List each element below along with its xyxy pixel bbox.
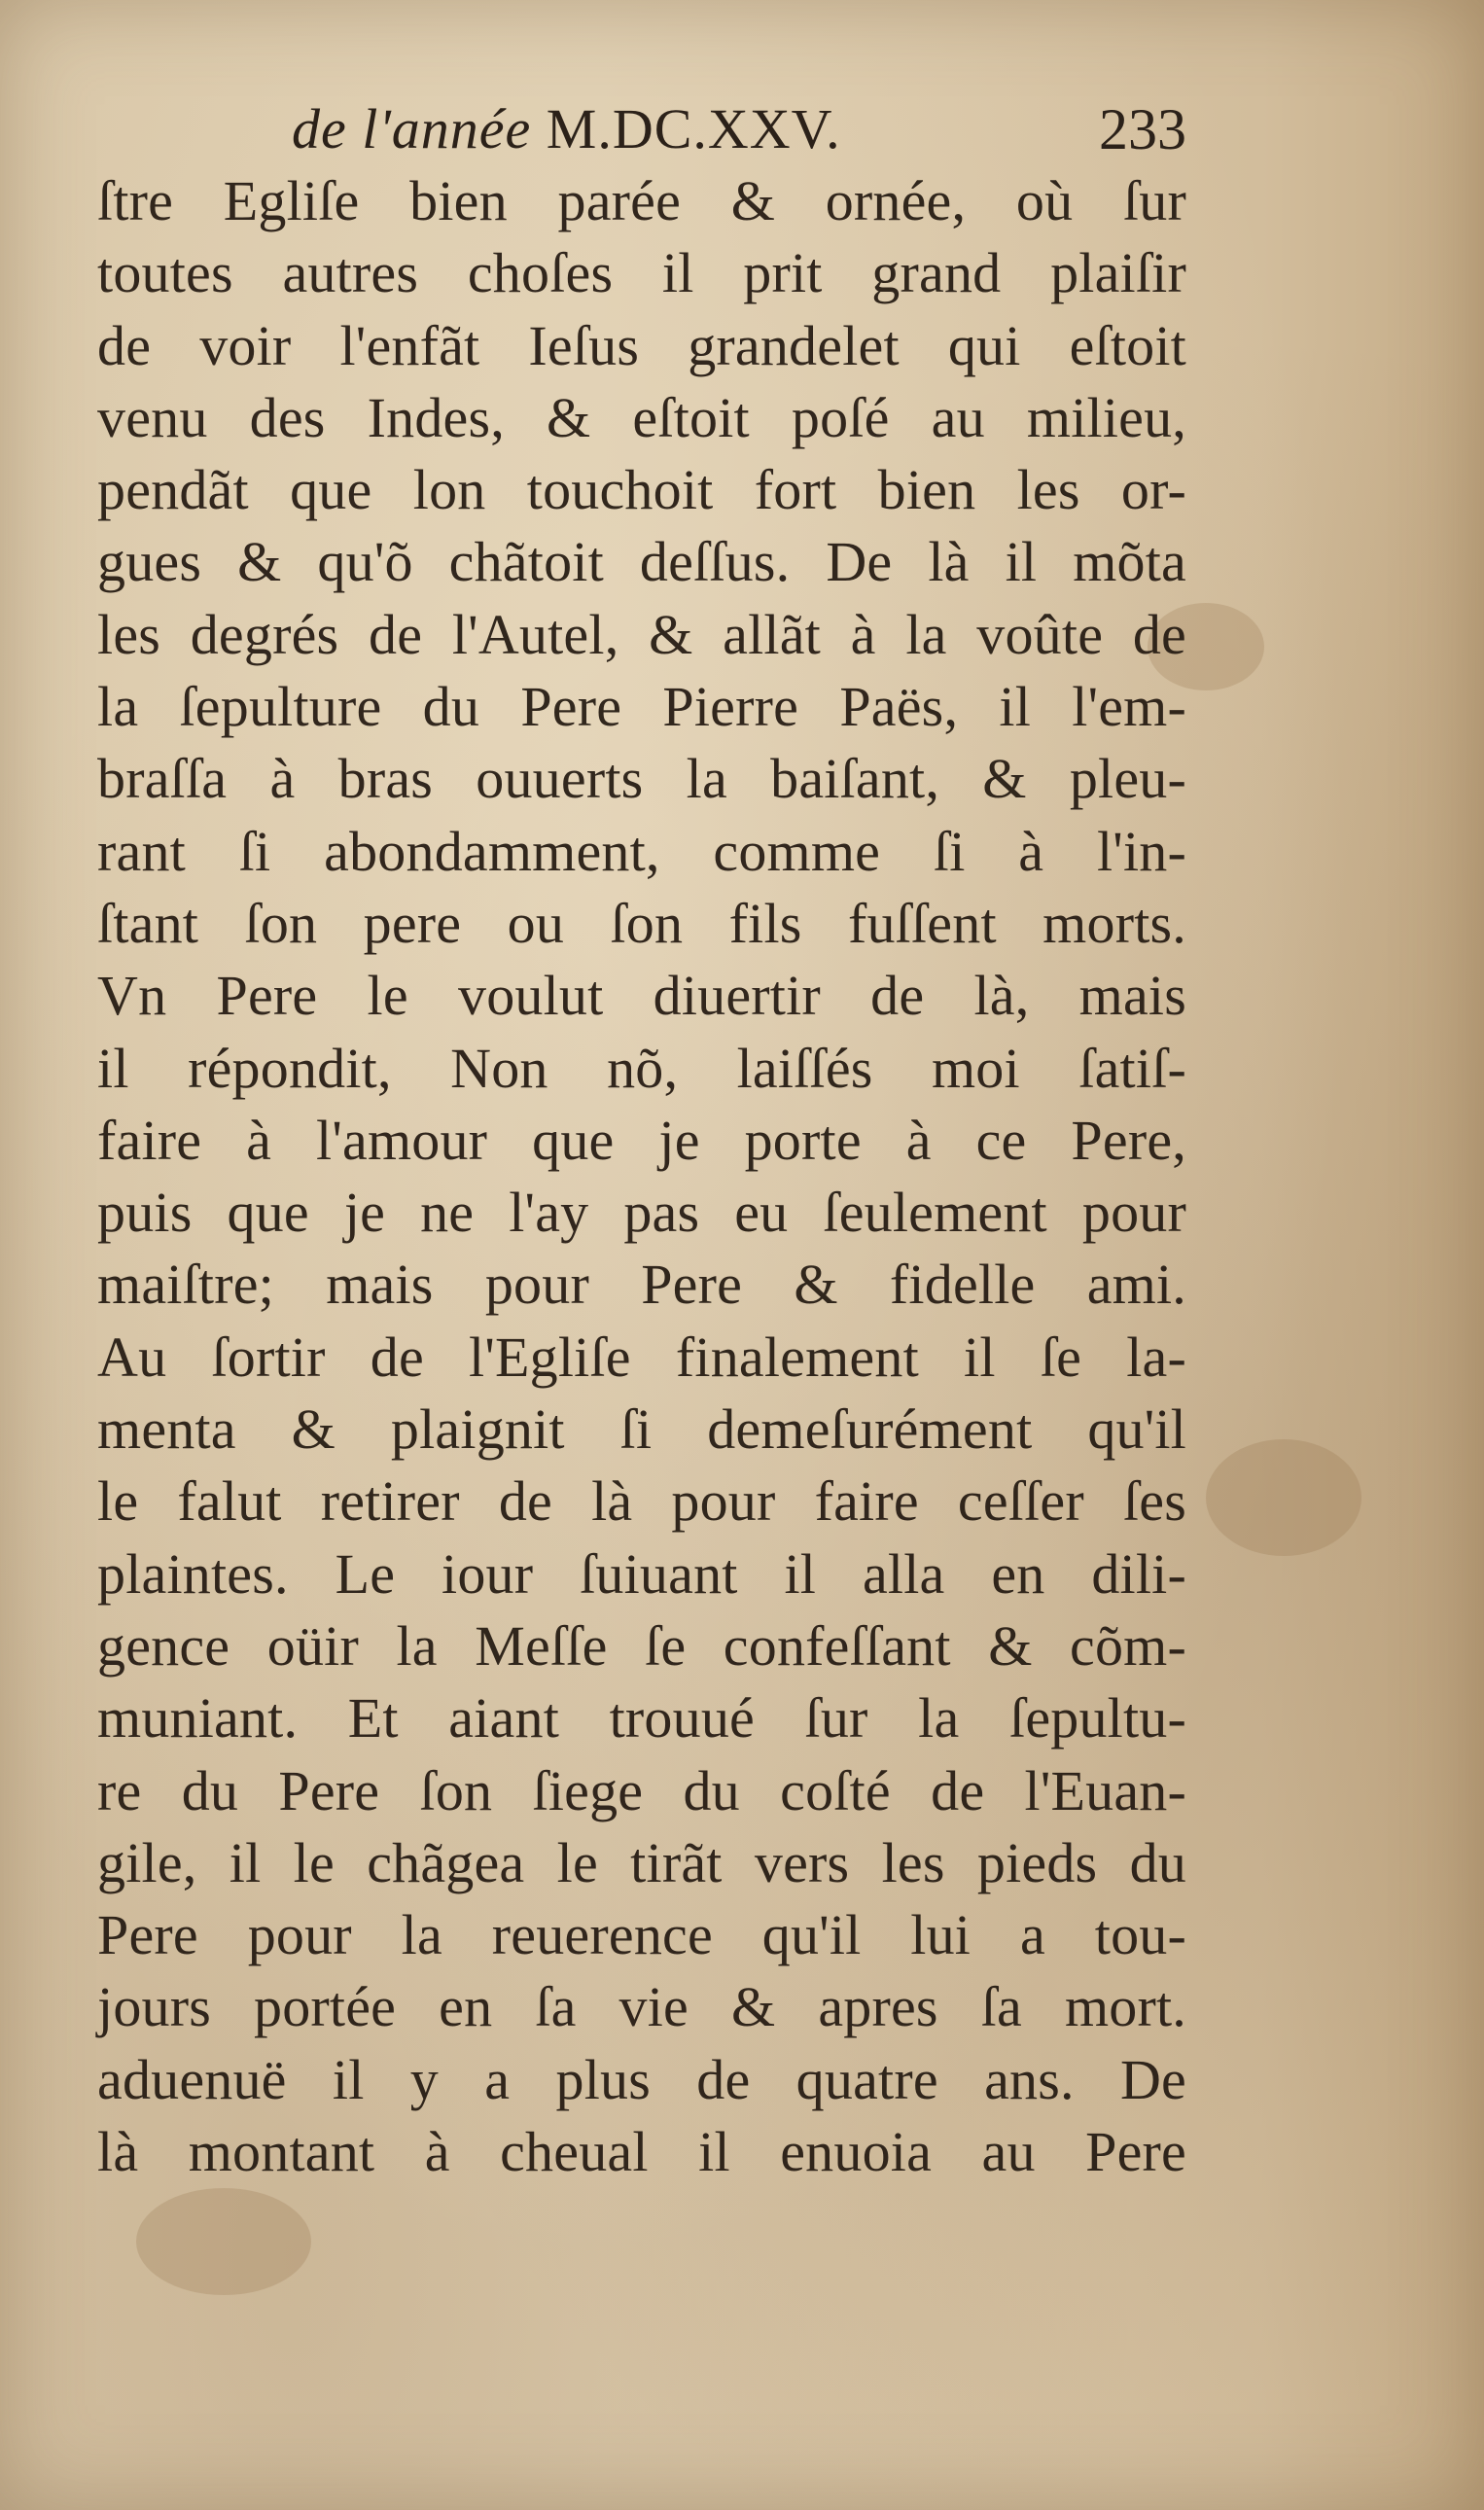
text-line: gues & qu'õ chãtoit deſſus. De là il mõta [97, 530, 1186, 594]
text-line: venu des Indes, & eſtoit poſé au milieu, [97, 385, 1186, 449]
text-line: re du Pere ſon ſiege du coſté de l'Euan- [97, 1758, 1186, 1822]
running-head [292, 86, 841, 173]
text-line: faire à l'amour que je porte à ce Pere, [97, 1108, 1186, 1172]
text-line: maiſtre; mais pour Pere & fidelle ami. [97, 1253, 1186, 1317]
text-line: braſſa à bras ouuerts la baiſant, & pleu- [97, 747, 1186, 811]
text-line: là montant à cheual il enuoia au Pere [97, 2120, 1186, 2184]
body-text [97, 165, 1186, 2188]
text-line: gile, il le chãgea le tirãt vers les pieds du [97, 1830, 1186, 1894]
text-line: de voir l'enfãt Ieſus grandelet qui eſtoit [97, 313, 1186, 377]
text-line: menta & plaignit ſi demeſurément qu'il [97, 1397, 1186, 1462]
text-line: Pere pour la reuerence qu'il lui a tou- [97, 1903, 1186, 1967]
paper-stain [1206, 1439, 1361, 1556]
text-line: aduenuë il y a plus de quatre ans. De [97, 2047, 1186, 2111]
page-header [292, 86, 1186, 173]
page-number: 233 [1099, 97, 1186, 161]
text-line: plaintes. Le iour ſuiuant il alla en dili- [97, 1541, 1186, 1606]
text-line: gence oüir la Meſſe ſe confeſſant & cõm- [97, 1613, 1186, 1678]
text-line: ſtant ſon pere ou ſon fils fuſſent morts. [97, 891, 1186, 955]
text-line: le falut retirer de là pour faire ceſſer ſes [97, 1469, 1186, 1534]
running-head-italic: de l'année [292, 97, 532, 160]
text-line: la ſepulture du Pere Pierre Paës, il l'em- [97, 675, 1186, 739]
running-head-year: M.DC.XXV. [546, 97, 841, 160]
paper-stain [136, 2188, 311, 2295]
text-line: rant ſi abondamment, comme ſi à l'in- [97, 819, 1186, 883]
text-line: les degrés de l'Autel, & allãt à la voûte de [97, 602, 1186, 666]
text-line: puis que je ne l'ay pas eu ſeulement pour [97, 1181, 1186, 1245]
text-line: toutes autres choſes il prit grand plaiſir [97, 241, 1186, 305]
text-line: il répondit, Non nõ, laiſſés moi ſatiſ- [97, 1036, 1186, 1100]
text-line: Au ſortir de l'Egliſe finalement il ſe la- [97, 1325, 1186, 1389]
text-line: jours portée en ſa vie & apres ſa mort. [97, 1975, 1186, 2039]
text-line: ſtre Egliſe bien parée & ornée, où ſur [97, 169, 1186, 232]
text-line: Vn Pere le voulut diuertir de là, mais [97, 964, 1186, 1028]
text-line: muniant. Et aiant trouué ſur la ſepultu- [97, 1686, 1186, 1750]
text-line: pendãt que lon touchoit fort bien les or- [97, 458, 1186, 522]
